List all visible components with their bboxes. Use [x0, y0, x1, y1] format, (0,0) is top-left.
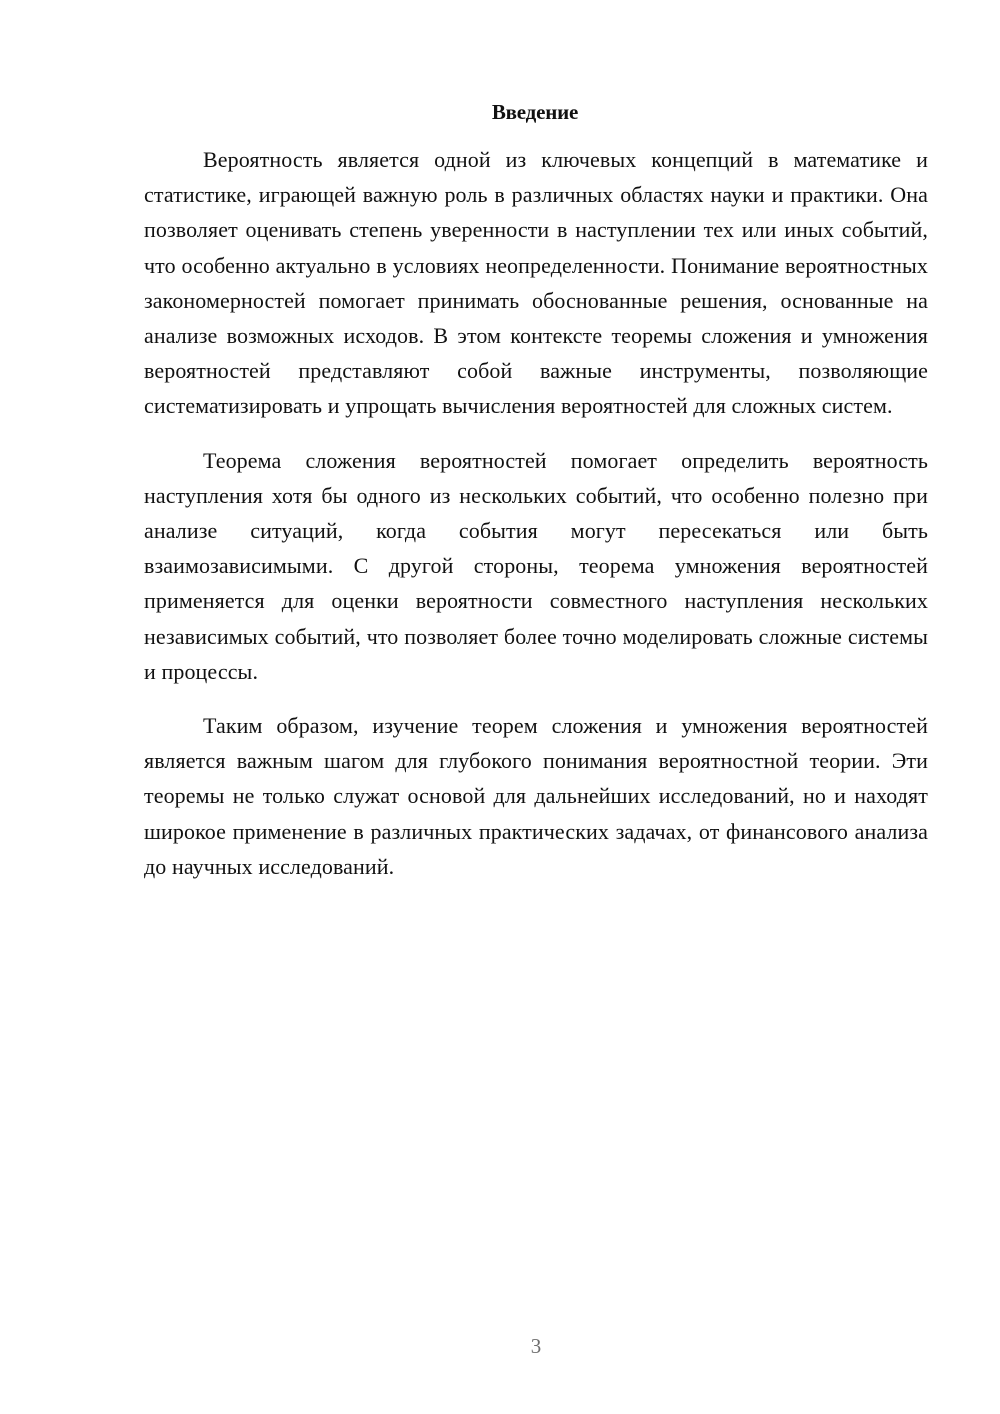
page-number: 3: [530, 1334, 542, 1358]
paragraph-2: Теорема сложения вероятностей помогает определить вероятность наступления хотя бы одного из нескольких событий, что особенно полезно при анализе ситуаций, когда события могут пересекаться или быть взаимозависимыми. С другой стороны, теорема умножения вероятностей применяется для оценки вероятности совместного наступления нескольких независимых событий, что позволяет более точно моделировать сложные системы и процессы.: [144, 447, 928, 684]
body-text: [144, 142, 928, 903]
paragraph-3: Таким образом, изучение теорем сложения и умножения вероятностей является важным шагом для глубокого понимания вероятностной теории. Эти теоремы не только служат основой для дальнейших исследований, но и находят широкое применение в различных практических задачах, от финансового анализа до научных исследований.: [144, 713, 928, 879]
section-heading: Введение: [491, 100, 579, 124]
paragraph-1: Вероятность является одной из ключевых концепций в математике и статистике, играющей важную роль в различных областях науки и практики. Она позволяет оценивать степень уверенности в наступлении тех или иных событий, что особенно актуально в условиях неопределенности. Понимание вероятностных закономерностей помогает принимать обоснованные решения, основанные на анализе возможных исходов. В этом контексте теоремы сложения и умножения вероятностей представляют собой важные инструменты, позволяющие систематизировать и упрощать вычисления вероятностей для сложных систем.: [144, 147, 928, 419]
